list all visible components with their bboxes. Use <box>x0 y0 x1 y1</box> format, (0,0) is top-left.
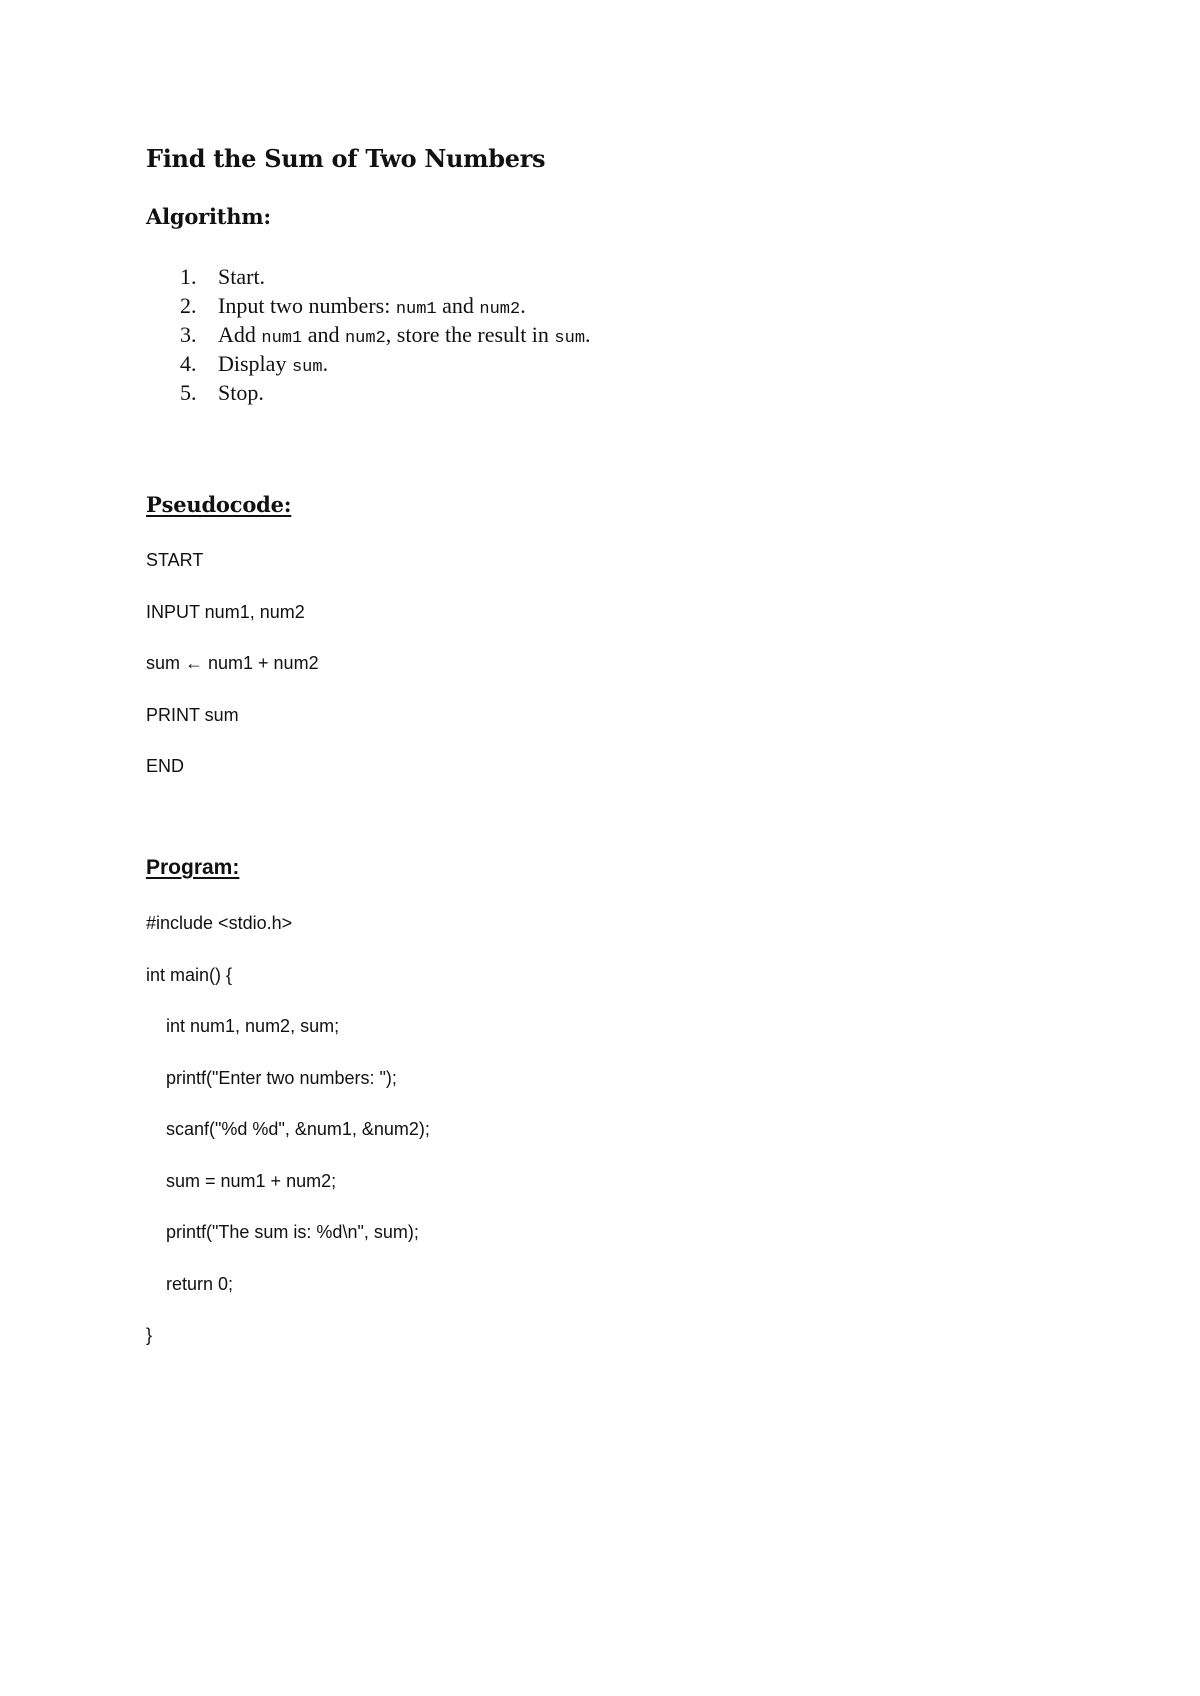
program-heading: Program: <box>146 856 240 879</box>
code-line: } <box>146 1325 153 1345</box>
code-line: printf("Enter two numbers: "); <box>146 1067 397 1088</box>
code-line: scanf("%d %d", &num1, &num2); <box>146 1119 430 1139</box>
algorithm-step <box>180 291 591 320</box>
step-text: . <box>520 293 526 318</box>
document-title: Find the Sum of Two Numbers <box>146 144 546 173</box>
step-text: and <box>436 293 480 318</box>
step-number: 2. <box>180 293 197 318</box>
step-number: 4. <box>180 351 197 376</box>
inline-code: num2 <box>479 300 521 319</box>
inline-code: num2 <box>344 329 386 348</box>
inline-code: num1 <box>261 329 303 348</box>
code-line: sum = num1 + num2; <box>146 1170 337 1191</box>
code-line: int num1, num2, sum; <box>146 1016 340 1036</box>
pseudocode-line: PRINT sum <box>146 704 239 725</box>
code-line: #include <stdio.h> <box>146 913 293 933</box>
code-line: return 0; <box>146 1273 234 1294</box>
step-text: . <box>585 322 591 347</box>
pseudocode-block <box>146 549 319 807</box>
step-text: Display <box>218 351 292 376</box>
pseudocode-line: INPUT num1, num2 <box>146 601 305 622</box>
step-number: 3. <box>180 322 197 347</box>
algorithm-steps <box>180 262 591 407</box>
algorithm-step <box>180 262 591 291</box>
inline-code: sum <box>291 358 323 377</box>
pseudocode-line: sum ← num1 + num2 <box>146 653 319 673</box>
step-number: 1. <box>180 264 197 289</box>
step-text: , store the result in <box>385 322 555 347</box>
pseudocode-line: START <box>146 550 204 570</box>
algorithm-heading: Algorithm: <box>146 204 271 229</box>
step-text: Input two numbers: <box>218 293 396 318</box>
inline-code: num1 <box>395 300 437 319</box>
step-text: and <box>302 322 345 347</box>
code-line: printf("The sum is: %d\n", sum); <box>146 1222 419 1242</box>
algorithm-step <box>180 320 591 349</box>
step-text: Add <box>218 322 262 347</box>
step-text: Start. <box>218 264 266 289</box>
pseudocode-heading: Pseudocode: <box>146 492 292 517</box>
step-text: . <box>322 351 329 376</box>
algorithm-step <box>180 378 591 407</box>
algorithm-step <box>180 349 591 378</box>
inline-code: sum <box>554 329 586 348</box>
program-code-block <box>146 912 430 1376</box>
code-line: int main() { <box>146 964 233 985</box>
step-number: 5. <box>180 380 197 405</box>
step-text: Stop. <box>218 380 264 405</box>
pseudocode-line: END <box>146 756 185 776</box>
